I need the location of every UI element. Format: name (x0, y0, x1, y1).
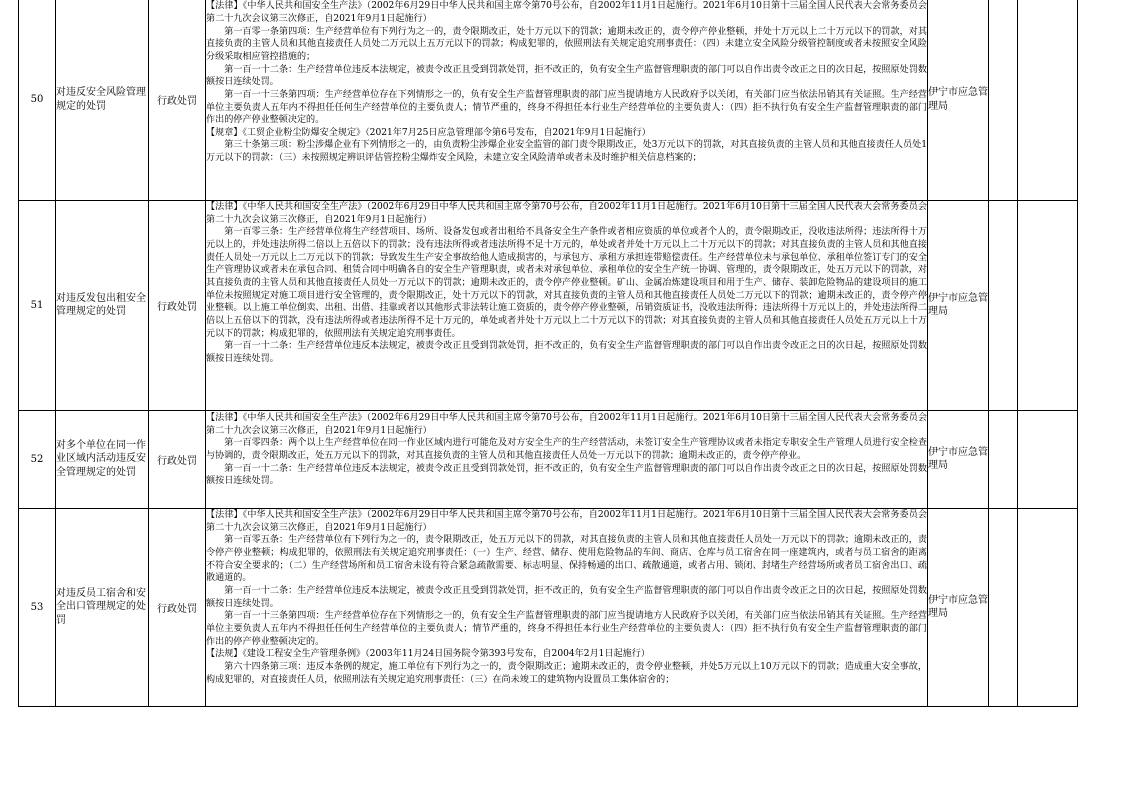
row-number: 52 (19, 410, 56, 508)
empty-cell (989, 200, 1018, 410)
item-name: 对多个单位在同一作业区域内活动违反安全管理规定的处罚 (56, 410, 149, 508)
legal-basis-text (206, 0, 927, 199)
responsible-dept: 伊宁市应急管理局 (928, 0, 989, 200)
basis-article: 第一百一十三条第四项：生产经营单位存在下列情形之一的，负有安全生产监督管理职责的部门应当提请地方人民政府予以关闭，有关部门应当依法吊销其有关证照。生产经营单位主要负责人五年内不得担任任何生产经营单位的主要负责人；情节严重的，终身不得担任本行业生产经营单位的主要负责人：（四）拒不执行负有安全生产监督管理职责的部门作出的停产停业整顿决定的。 (206, 89, 927, 126)
basis-article: 第一百零三条：生产经营单位将生产经营项目、场所、设备发包或者出租给不具备安全生产条件或者相应资质的单位或者个人的，责令限期改正，没收违法所得；违法所得十万元以上的，并处违法所得二倍以上五倍以下的罚款；没有违法所得或者违法所得不足十万元的，单处或者并处十万元以上二十万元以下的罚款；对其直接负责的主管人员和其他直接责任人员处一万元以上二万元以下的罚款；导致发生生产安全事故给他人造成损害的，与承包方、承租方承担连带赔偿责任。生产经营单位未与承包单位、承租单位签订专门的安全生产管理协议或者未在承包合同、租赁合同中明确各自的安全生产管理职责，或者未对承包单位、承租单位的安全生产统一协调、管理的，责令限期改正，处五万元以下的罚款，对其直接负责的主管人员和其他直接责任人员处一万元以下的罚款；逾期未改正的，责令停产停业整顿。矿山、金属冶炼建设项目和用于生产、储存、装卸危险物品的建设项目的施工单位未按照规定对施工项目进行安全管理的，责令限期改正，处十万元以下的罚款，对其直接负责的主管人员和其他直接责任人员处二万元以下的罚款；逾期未改正的，责令停产停业整顿。以上施工单位倒卖、出租、出借、挂靠或者以其他形式非法转让施工资质的，责令停产停业整顿，吊销资质证书，没收违法所得；违法所得十万元以上的，并处违法所得二倍以上五倍以下的罚款，没有违法所得或者违法所得不足十万元的，单处或者并处十万元以上二十万元以下的罚款；对其直接负责的主管人员和其他直接责任人员处五万元以上十万元以下的罚款；构成犯罪的，依照刑法有关规定追究刑事责任。 (206, 227, 927, 339)
row-number: 51 (19, 200, 56, 410)
row-number: 50 (19, 0, 56, 200)
item-type: 行政处罚 (149, 410, 206, 508)
basis-article: 第一百一十三条第四项：生产经营单位存在下列情形之一的，负有安全生产监督管理职责的部门应当提请地方人民政府予以关闭，有关部门应当依法吊销其有关证照。生产经营单位主要负责人五年内不得担任任何生产经营单位的主要负责人；情节严重的，终身不得担任本行业生产经营单位的主要负责人：（四）拒不执行负有安全生产监督管理职责的部门作出的停产停业整顿决定的。 (206, 611, 927, 647)
empty-cell (989, 0, 1018, 200)
legal-basis-text (206, 201, 927, 409)
legal-basis (206, 410, 928, 508)
basis-article: 第一百一十二条：生产经营单位违反本法规定，被责令改正且受到罚款处罚，拒不改正的，负有安全生产监督管理职责的部门可以自作出责令改正之日的次日起，按照原处罚数额按日连续处罚。 (206, 463, 927, 487)
basis-article: 第一百一十二条：生产经营单位违反本法规定，被责令改正且受到罚款处罚，拒不改正的，负有安全生产监督管理职责的部门可以自作出责令改正之日的次日起，按照原处罚数额按日连续处罚。 (206, 341, 927, 364)
table-row (19, 508, 1078, 706)
row-number: 53 (19, 508, 56, 706)
empty-cell (1018, 200, 1078, 410)
table-row (19, 0, 1078, 200)
item-name: 对违反安全风险管理规定的处罚 (56, 0, 149, 200)
basis-article: 第一百零五条：生产经营单位有下列行为之一的，责令限期改正，处五万元以下的罚款，对其直接负责的主管人员和其他直接责任人员处一万元以下的罚款；逾期未改正的，责令停产停业整顿；构成犯罪的，依照刑法有关规定追究刑事责任：（一）生产、经营、储存、使用危险物品的车间、商店、仓库与员工宿舍在同一座建筑内，或者与员工宿舍的距离不符合安全要求的；（二）生产经营场所和员工宿舍未设有符合紧急疏散需要、标志明显、保持畅通的出口、疏散通道，或者占用、锁闭、封堵生产经营场所或者员工宿舍出口、疏散通道的。 (206, 535, 927, 584)
legal-basis-text (206, 412, 927, 506)
basis-article: 第一百零一条第四项：生产经营单位有下列行为之一的，责令限期改正，处十万元以下的罚款；逾期未改正的，责令停产停业整顿，并处十万元以上二十万元以下的罚款，对其直接负责的主管人员和其他直接责任人员处二万元以上五万元以下的罚款；构成犯罪的，依照刑法有关规定追究刑事责任：（四）未建立安全风险分级管控制度或者未按照安全风险分级采取相应管控措施的； (206, 26, 927, 62)
basis-article: 第一百一十二条：生产经营单位违反本法规定，被责令改正且受到罚款处罚，拒不改正的，负有安全生产监督管理职责的部门可以自作出责令改正之日的次日起，按照原处罚数额按日连续处罚。 (206, 64, 927, 88)
empty-cell (1018, 508, 1078, 706)
basis-heading: 【法律】《中华人民共和国安全生产法》（2002年6月29日中华人民共和国主席令第70号公布，自2002年11月1日起施行。2021年6月10日第十三届全国人民代表大会常务委员会第二十九次会议第三次修正，自2021年9月1日起施行） (206, 510, 927, 533)
basis-article: 第一百一十二条：生产经营单位违反本法规定，被责令改正且受到罚款处罚，拒不改正的，负有安全生产监督管理职责的部门可以自作出责令改正之日的次日起，按照原处罚数额按日连续处罚。 (206, 585, 927, 609)
item-name: 对违反发包出租安全管理规定的处罚 (56, 200, 149, 410)
basis-heading: 【法规】《建设工程安全生产管理条例》（2003年11月24日国务院令第393号发布，自2004年2月1日起施行） (206, 649, 650, 660)
legal-basis (206, 0, 928, 200)
table-row (19, 200, 1078, 410)
empty-cell (1018, 410, 1078, 508)
basis-heading: 【法律】《中华人民共和国安全生产法》（2002年6月29日中华人民共和国主席令第70号公布，自2002年11月1日起施行。2021年6月10日第十三届全国人民代表大会常务委员会第二十九次会议第三次修正，自2021年9月1日起施行） (206, 1, 927, 24)
basis-article: 第六十四条第三项：违反本条例的规定，施工单位有下列行为之一的，责令限期改正；逾期未改正的，责令停业整顿，并处5万元以上10万元以下的罚款；造成重大安全事故，构成犯罪的，对直接责任人员，依照刑法有关规定追究刑事责任：（三）在尚未竣工的建筑物内设置员工集体宿舍的； (206, 661, 927, 685)
responsible-dept: 伊宁市应急管理局 (928, 508, 989, 706)
responsible-dept: 伊宁市应急管理局 (928, 410, 989, 508)
basis-article: 第三十条第三项：粉尘涉爆企业有下列情形之一的，由负责粉尘涉爆企业安全监管的部门责令限期改正，处3万元以下的罚款，对其直接负责的主管人员和其他直接责任人员处1万元以下的罚款：（三）未按照规定辨识评估管控粉尘爆炸安全风险，未建立安全风险清单或者未及时维护相关信息档案的； (206, 140, 927, 164)
legal-basis (206, 200, 928, 410)
penalty-table (18, 0, 1078, 707)
item-type: 行政处罚 (149, 508, 206, 706)
item-type: 行政处罚 (149, 0, 206, 200)
basis-heading: 【法律】《中华人民共和国安全生产法》（2002年6月29日中华人民共和国主席令第70号公布，自2002年11月1日起施行。2021年6月10日第十三届全国人民代表大会常务委员会第二十九次会议第三次修正，自2021年9月1日起施行） (206, 413, 927, 436)
empty-cell (1018, 0, 1078, 200)
legal-basis-text (206, 509, 927, 705)
basis-heading: 【法律】《中华人民共和国安全生产法》（2002年6月29日中华人民共和国主席令第70号公布，自2002年11月1日起施行。2021年6月10日第十三届全国人民代表大会常务委员会第二十九次会议第三次修正，自2021年9月1日起施行） (206, 202, 927, 225)
empty-cell (989, 410, 1018, 508)
table-row (19, 410, 1078, 508)
responsible-dept: 伊宁市应急管理局 (928, 200, 989, 410)
item-name: 对违反员工宿舍和安全出口管理规定的处罚 (56, 508, 149, 706)
item-type: 行政处罚 (149, 200, 206, 410)
legal-basis (206, 508, 928, 706)
empty-cell (989, 508, 1018, 706)
basis-article: 第一百零四条：两个以上生产经营单位在同一作业区域内进行可能危及对方安全生产的生产经营活动，未签订安全生产管理协议或者未指定专职安全生产管理人员进行安全检查与协调的，责令限期改正，处五万元以下的罚款，对其直接负责的主管人员和其他直接责任人员处一万元以下的罚款；逾期未改正的，责令停产停业。 (206, 438, 927, 461)
basis-heading: 【规章】《工贸企业粉尘防爆安全规定》（2021年7月25日应急管理部令第6号发布，自2021年9月1日起施行） (206, 127, 651, 138)
